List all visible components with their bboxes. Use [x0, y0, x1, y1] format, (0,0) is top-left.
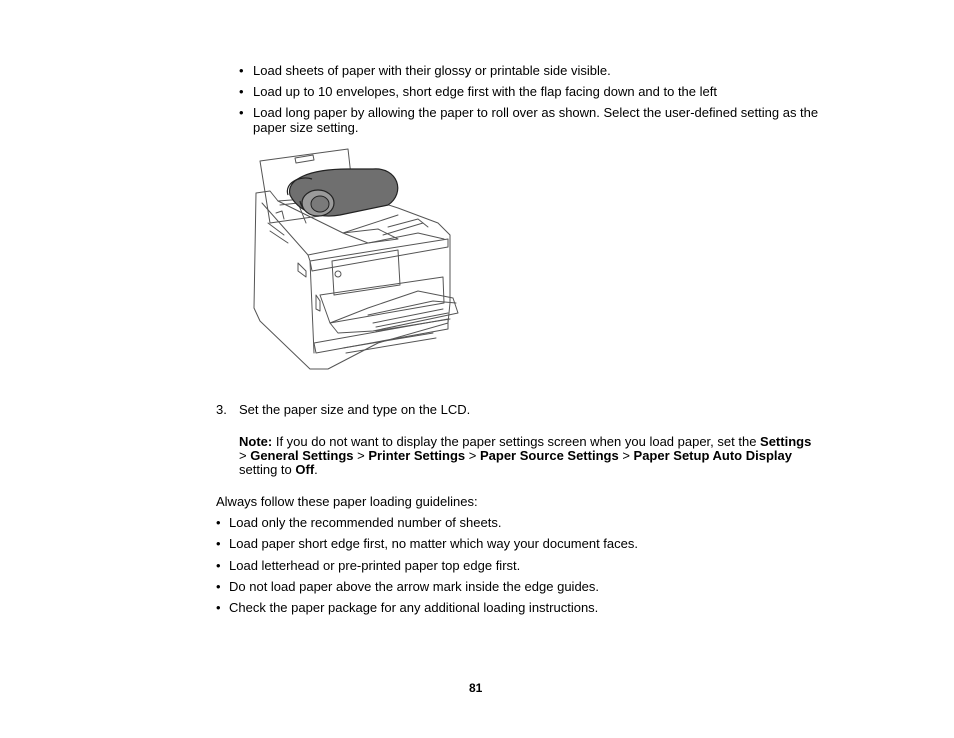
bullet-marker: • [216, 558, 221, 573]
bullet-marker: • [216, 579, 221, 594]
note-settings: Settings [760, 434, 812, 449]
note-line-3 [239, 462, 318, 477]
bullet-marker: • [239, 63, 244, 78]
guideline-1: Load only the recommended number of sheets. [229, 515, 502, 530]
note-text-1: If you do not want to display the paper settings screen when you load paper, set the [272, 434, 761, 449]
bullet-marker: • [216, 515, 221, 530]
guidelines-intro: Always follow these paper loading guidelines: [216, 494, 478, 509]
note-sep-2: > [353, 448, 369, 463]
bullet-marker: • [239, 105, 244, 120]
top-bullet-3-cont: paper size setting. [253, 120, 359, 135]
top-bullet-1: Load sheets of paper with their glossy or printable side visible. [253, 63, 611, 78]
guideline-4: Do not load paper above the arrow mark inside the edge guides. [229, 579, 600, 594]
step-number: 3. [216, 402, 227, 417]
note-paper-source-settings: Paper Source Settings [479, 448, 619, 463]
guideline-3: Load letterhead or pre-printed paper top edge first. [229, 558, 521, 573]
note-sep-4: > [618, 448, 634, 463]
bullet-marker: • [239, 84, 244, 99]
note-sep-1: > [239, 448, 251, 463]
step-text: Set the paper size and type on the LCD. [239, 402, 471, 417]
guideline-5: Check the paper package for any additional loading instructions. [229, 600, 599, 615]
printer-illustration [248, 143, 468, 375]
note-printer-settings: Printer Settings [368, 448, 466, 463]
note-line-2 [239, 448, 792, 463]
note-general-settings: General Settings [250, 448, 354, 463]
note-paper-setup-auto-display: Paper Setup Auto Display [633, 448, 792, 463]
guideline-2: Load paper short edge first, no matter which way your document faces. [229, 536, 638, 551]
note-off: Off [295, 462, 315, 477]
page-number: 81 [469, 681, 483, 695]
note-label: Note: [239, 434, 273, 449]
top-bullet-2: Load up to 10 envelopes, short edge first with the flap facing down and to the left [253, 84, 717, 99]
bullet-marker: • [216, 600, 221, 615]
bullet-marker: • [216, 536, 221, 551]
note-line-1 [239, 434, 811, 449]
top-bullet-3: Load long paper by allowing the paper to roll over as shown. Select the user-defined setting as the [253, 105, 819, 120]
note-sep-3: > [465, 448, 480, 463]
note-period: . [314, 462, 318, 477]
note-text-setting-to: setting to [239, 462, 296, 477]
